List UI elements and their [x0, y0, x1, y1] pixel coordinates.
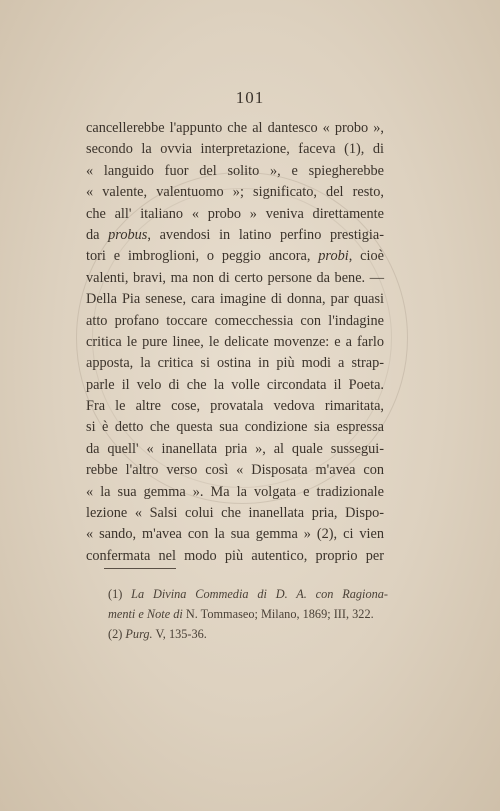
text-line: critica le pure linee, le delicate movenze: e a farlo — [86, 333, 384, 350]
text-line: lezione « Salsi colui che inanellata pria, Dispo- — [86, 505, 384, 522]
footnote-ref: Purg. — [125, 627, 153, 641]
footnote-marker: (1) — [108, 587, 123, 601]
text-line: parle il velo di che la volle circondata il Poeta. — [86, 376, 384, 393]
text-line: valenti, bravi, ma non di certo persone da bene. — — [86, 269, 384, 286]
text-line: rebbe l'altro verso così « Disposata m'avea con — [86, 462, 384, 479]
italic-word: probus — [108, 226, 148, 243]
footnote-title-cont: menti e Note di — [108, 607, 183, 621]
text-line: « sando, m'avea con la sua gemma » (2), ci vien — [86, 526, 384, 543]
text-line: atto profano toccare comecchessia con l'indagine — [86, 312, 384, 329]
text-line: apposta, la critica si ostina in più modi a strap- — [86, 355, 384, 372]
footnote-1-line-2 — [108, 604, 388, 624]
text-line: che all' italiano « probo » veniva direttamente — [86, 205, 384, 222]
footnote-ref-rest: V, 135-36. — [155, 627, 207, 641]
text-line: si è detto che questa sua condizione sia espressa — [86, 419, 384, 436]
text-line: « languido fuor del solito », e spiegherebbe — [86, 162, 384, 179]
text-line: Fra le altre cose, provatala vedova rimaritata, — [86, 398, 384, 415]
text-line: da quell' « inanellata pria », al quale sussegui- — [86, 440, 384, 457]
footnotes — [108, 584, 388, 644]
text-line: secondo la ovvia interpretazione, faceva (1), di — [86, 141, 384, 158]
footnote-1-line-1 — [108, 584, 388, 604]
footnote-title: La Divina Commedia di D. A. con Ragiona- — [131, 587, 388, 601]
footnote-details: ; Milano, 1869; III, 322. — [254, 607, 374, 621]
text-line: « la sua gemma ». Ma la volgata e tradizionale — [86, 483, 384, 500]
italic-word: probi — [318, 248, 349, 265]
text-line: « valente, valentuomo »; significato, del resto, — [86, 184, 384, 201]
text-line: cancellerebbe l'appunto che al dantesco « probo », — [86, 120, 384, 136]
text-line: Della Pia senese, cara imagine di donna, par quasi — [86, 291, 384, 308]
footnote-rule — [104, 568, 176, 569]
footnote-marker: (2) — [108, 627, 123, 641]
text-line: tori e imbroglioni, o peggio ancora, probi, cioè — [86, 248, 384, 265]
text-line: da probus, avendosi in latino perfino prestigia- — [86, 226, 384, 243]
footnote-author: N. Tommaseo — [185, 607, 255, 621]
page-number: 101 — [235, 88, 265, 107]
text-line: confermata nel modo più autentico, proprio per — [86, 547, 384, 564]
footnote-2 — [108, 624, 388, 644]
body-text — [86, 118, 384, 567]
